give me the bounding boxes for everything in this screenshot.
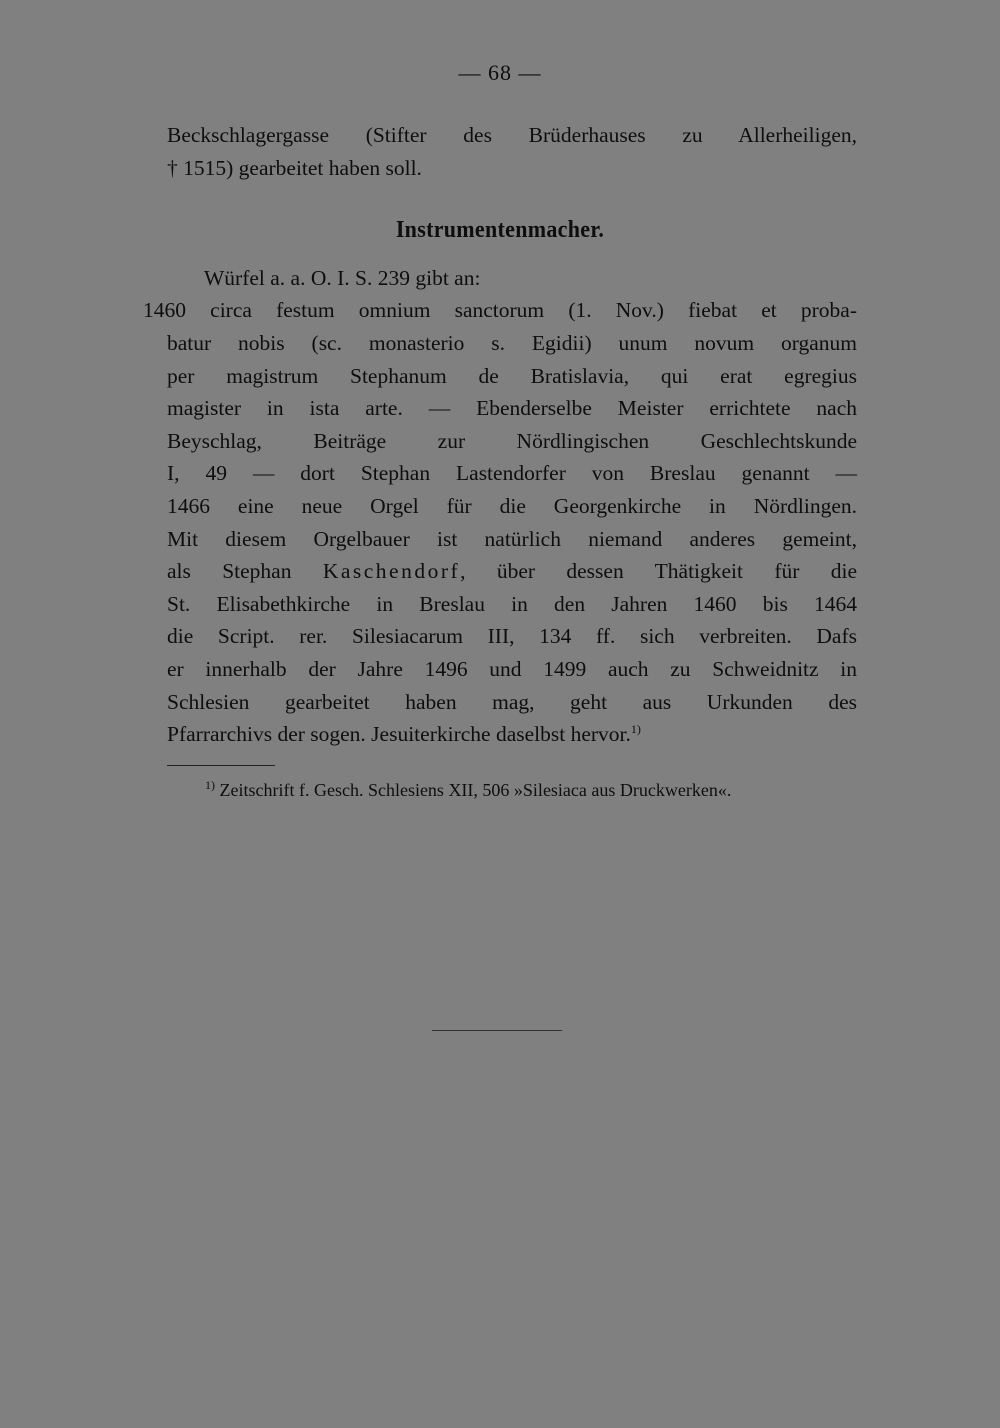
text-line: Mit diesem Orgelbauer ist natürlich niemand anderes gemeint, bbox=[167, 527, 857, 551]
end-rule bbox=[432, 1030, 562, 1031]
footnote-text: Zeitschrift f. Gesch. Schlesiens XII, 506 »Silesiaca aus Druckwerken«. bbox=[215, 780, 732, 800]
text-segment: als Stephan bbox=[167, 559, 323, 583]
footnote-marker: 1) bbox=[205, 778, 215, 792]
text-line: I, 49 — dort Stephan Lastendorfer von Breslau genannt — bbox=[167, 461, 857, 485]
text-segment: Pfarrarchivs der sogen. Jesuiterkirche daselbst hervor. bbox=[167, 722, 631, 746]
text-line: er innerhalb der Jahre 1496 und 1499 auch zu Schweidnitz in bbox=[167, 657, 857, 681]
text-line bbox=[167, 555, 857, 587]
footnote-rule bbox=[167, 765, 275, 766]
text-line: St. Elisabethkirche in Breslau in den Jahren 1460 bis 1464 bbox=[167, 592, 857, 616]
text-line: Beckschlagergasse (Stifter des Brüderhauses zu Allerheiligen, bbox=[167, 123, 857, 147]
text-line: 1466 eine neue Orgel für die Georgenkirche in Nördlingen. bbox=[167, 494, 857, 518]
text-line: Beyschlag, Beiträge zur Nördlingischen Geschlechtskunde bbox=[167, 429, 857, 453]
footnote-reference: 1) bbox=[630, 721, 641, 736]
text-line: batur nobis (sc. monasterio s. Egidii) unum novum organum bbox=[167, 331, 857, 355]
text-line: Würfel a. a. O. I. S. 239 gibt an: bbox=[204, 266, 481, 290]
text-line bbox=[167, 718, 857, 750]
footnote bbox=[205, 776, 865, 804]
text-line: die Script. rer. Silesiacarum III, 134 ff. sich verbreiten. Dafs bbox=[167, 624, 857, 648]
text-line: per magistrum Stephanum de Bratislavia, qui erat egregius bbox=[167, 364, 857, 388]
text-line: Schlesien gearbeitet haben mag, geht aus Urkunden des bbox=[167, 690, 857, 714]
text-line: † 1515) gearbeitet haben soll. bbox=[167, 156, 422, 180]
text-line: magister in ista arte. — Ebenderselbe Meister errichtete nach bbox=[167, 396, 857, 420]
page-number: — 68 — bbox=[458, 60, 542, 85]
text-segment: , über dessen Thätigkeit für die bbox=[460, 559, 857, 583]
text-line: 1460 circa festum omnium sanctorum (1. Nov.) fiebat et proba- bbox=[143, 298, 857, 322]
emphasized-name: Kaschendorf bbox=[322, 559, 461, 583]
section-heading: Instrumentenmacher. bbox=[395, 214, 605, 243]
